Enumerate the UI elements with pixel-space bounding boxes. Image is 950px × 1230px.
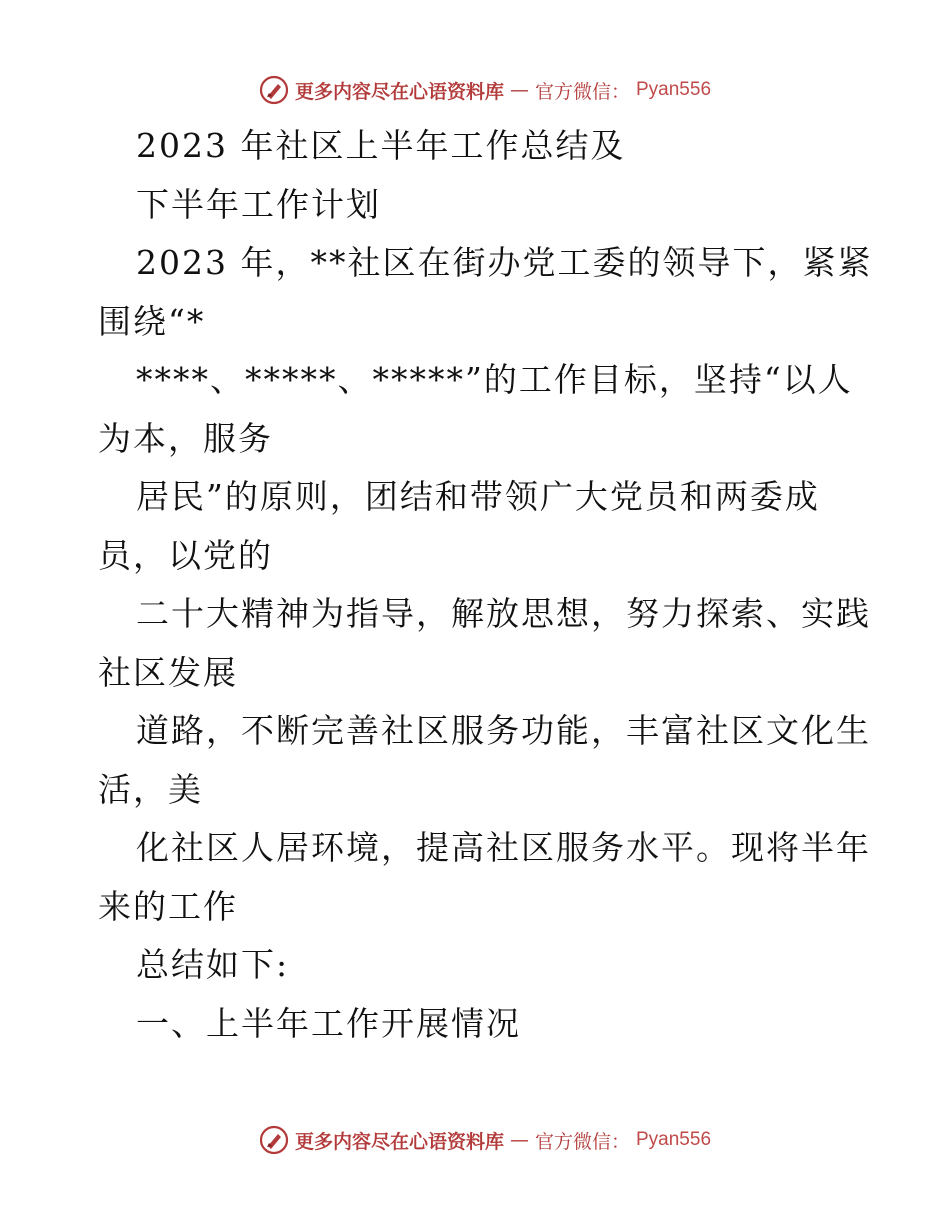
footer-watermark-content: [259, 1125, 711, 1155]
document-line: 总结如下:: [136, 945, 290, 984]
watermark-account-label: 官方微信：: [534, 1130, 630, 1153]
watermark-account-label: 官方微信：: [534, 80, 630, 103]
document-line: 活，美: [98, 769, 203, 809]
watermark-text: 更多内容尽在心语资料库: [294, 80, 504, 103]
watermark-separator: —: [509, 79, 529, 101]
pen-nib-logo-icon: [259, 1125, 289, 1155]
document-line: 下半年工作计划: [136, 184, 381, 224]
document-line: 围绕“*: [98, 301, 206, 341]
document-line: 二十大精神为指导，解放思想，努力探索、实践: [136, 594, 871, 633]
document-line: 2023 年社区上半年工作总结及: [136, 126, 626, 165]
document-line: 居民”的原则，团结和带领广大党员和两委成: [136, 477, 820, 516]
document-line: 一、上半年工作开展情况: [136, 1003, 521, 1043]
document-line: 化社区人居环境，提高社区服务水平。现将半年: [136, 828, 871, 867]
pen-nib-logo-icon: [259, 75, 289, 105]
header-watermark: [0, 70, 950, 110]
header-watermark-content: [259, 75, 711, 105]
document-line: 为本，服务: [98, 418, 273, 458]
document-line: 道路，不断完善社区服务功能，丰富社区文化生: [136, 711, 871, 750]
document-line: 社区发展: [98, 652, 238, 692]
document-line: 来的工作: [98, 886, 238, 926]
watermark-text: 更多内容尽在心语资料库: [294, 1130, 504, 1153]
document-line: ****、*****、*****”的工作目标，坚持“以人: [136, 360, 853, 399]
watermark-account: Pyan556: [636, 1129, 712, 1150]
watermark-separator: —: [509, 1129, 529, 1151]
watermark-account: Pyan556: [636, 79, 712, 100]
document-body: [98, 117, 873, 1053]
document-line: 2023 年，**社区在街办党工委的领导下，紧紧: [136, 243, 873, 282]
document-line: 员，以党的: [98, 535, 273, 575]
footer-watermark: [0, 1120, 950, 1160]
